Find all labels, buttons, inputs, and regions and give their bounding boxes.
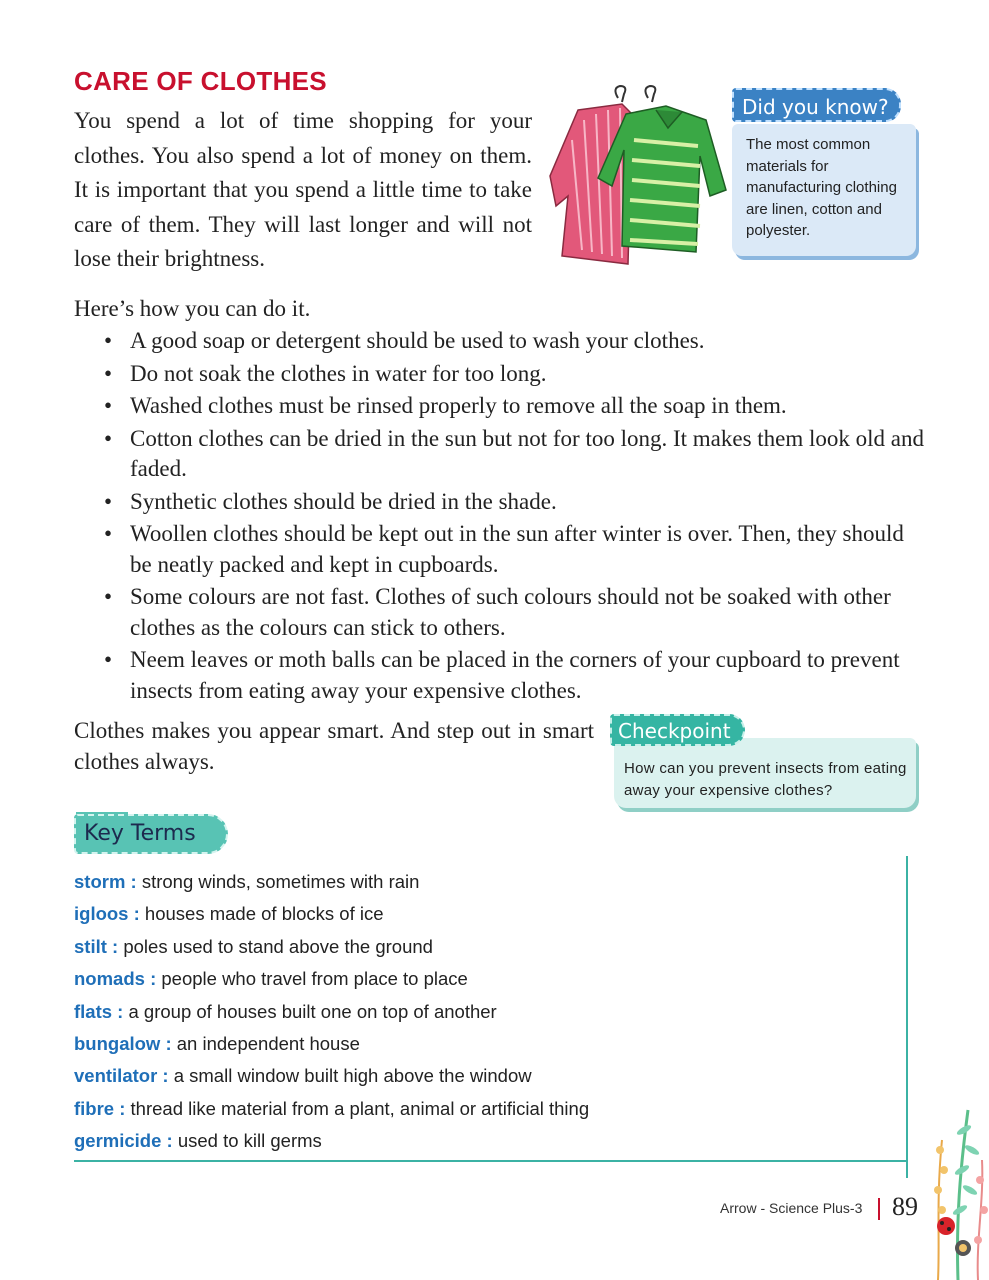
footer-divider	[878, 1198, 880, 1220]
list-item	[74, 359, 924, 390]
lead-sentence: Here’s how you can do it.	[74, 296, 311, 321]
key-term-item	[74, 898, 589, 930]
list-item	[74, 391, 924, 422]
list-item	[74, 645, 924, 706]
key-term-item	[74, 1125, 589, 1157]
key-term-item	[74, 963, 589, 995]
key-term-definition: an independent house	[171, 1032, 360, 1054]
key-terms-label: Key Terms	[74, 814, 228, 854]
list-item-text: Cotton clothes can be dried in the sun but not for too long. It makes them look old and faded.	[130, 425, 925, 481]
section-title: CARE OF CLOTHES	[74, 66, 327, 96]
clothes-on-hangers-illustration	[548, 80, 728, 265]
key-term: flats :	[74, 1000, 124, 1022]
list-item-text: Synthetic clothes should be dried in the shade.	[130, 488, 557, 514]
key-term-definition: a group of houses built one on top of another	[123, 1000, 497, 1022]
list-item-text: A good soap or detergent should be used to wash your clothes.	[130, 328, 705, 353]
bullet-icon: •	[104, 584, 113, 609]
list-item	[74, 519, 924, 580]
key-terms-bottom-rule	[74, 1160, 908, 1162]
key-term: nomads :	[74, 968, 157, 990]
key-term-definition: strong winds, sometimes with rain	[136, 871, 420, 892]
list-item	[74, 487, 924, 518]
care-tips-list	[74, 326, 924, 708]
key-term: bungalow :	[74, 1032, 172, 1054]
did-you-know-label: Did you know?	[732, 88, 901, 122]
did-you-know-box	[732, 88, 918, 260]
checkpoint-label: Checkpoint	[610, 714, 745, 746]
list-item	[74, 326, 924, 357]
list-item	[74, 424, 924, 485]
key-term: igloos :	[74, 903, 140, 925]
page-number: 89	[892, 1192, 918, 1221]
key-term-item	[74, 996, 589, 1028]
list-item-text: Washed clothes must be rinsed properly to remove all the soap in them.	[130, 393, 787, 418]
key-term-definition: poles used to stand above the ground	[118, 935, 433, 957]
key-term: stilt :	[74, 935, 119, 957]
bullet-icon: •	[104, 328, 113, 353]
bullet-icon: •	[104, 521, 113, 546]
key-term-item	[74, 866, 589, 898]
checkpoint-box	[610, 712, 920, 812]
list-item-text: Do not soak the clothes in water for too long.	[130, 360, 547, 386]
list-item-text: Neem leaves or moth balls can be placed in the corners of your cupboard to prevent insects from eating away your expensive clothes.	[130, 647, 900, 703]
key-term-definition: thread like material from a plant, animal or artificial thing	[125, 1097, 590, 1119]
closing-paragraph: Clothes makes you appear smart. And step out in smart clothes always.	[74, 718, 594, 774]
bullet-icon: •	[104, 488, 113, 514]
list-item-text: Some colours are not fast. Clothes of such colours should not be soaked with other clothes as the colours can stick to others.	[130, 584, 891, 640]
bullet-icon: •	[104, 647, 113, 672]
book-title: Arrow - Science Plus-3	[720, 1200, 863, 1216]
bullet-icon: •	[104, 393, 113, 418]
key-term-item	[74, 1028, 589, 1060]
key-term-item	[74, 1060, 589, 1092]
key-term-item	[74, 1093, 589, 1125]
key-term-definition: used to kill germs	[172, 1130, 322, 1152]
key-term-definition: people who travel from place to place	[156, 968, 468, 990]
checkpoint-question: How can you prevent insects from eating away your expensive clothes?	[624, 760, 907, 799]
list-item	[74, 582, 924, 643]
key-term: fibre :	[74, 1097, 126, 1119]
bullet-icon: •	[104, 425, 113, 451]
key-term: storm :	[74, 871, 137, 892]
bullet-icon: •	[104, 360, 113, 386]
list-item-text: Woollen clothes should be kept out in the sun after winter is over. Then, they should be neatly packed and kept in cupboards.	[130, 521, 904, 577]
intro-paragraph: You spend a lot of time shopping for your clothes. You also spend a lot of money on them. It is important that you spend a little time to take care of them. They will last longer and will not lose their brightness.	[74, 108, 532, 271]
did-you-know-text: The most common materials for manufacturing clothing are linen, cotton and polyester.	[746, 136, 897, 239]
key-terms-list	[74, 866, 589, 1158]
plants-decoration-icon	[918, 1100, 989, 1280]
key-term-definition: a small window built high above the window	[168, 1065, 532, 1087]
key-term-item	[74, 931, 589, 963]
key-term-definition: houses made of blocks of ice	[139, 903, 384, 925]
key-terms-vertical-rule	[906, 856, 908, 1178]
key-term: germicide :	[74, 1130, 173, 1152]
key-term: ventilator :	[74, 1065, 169, 1087]
